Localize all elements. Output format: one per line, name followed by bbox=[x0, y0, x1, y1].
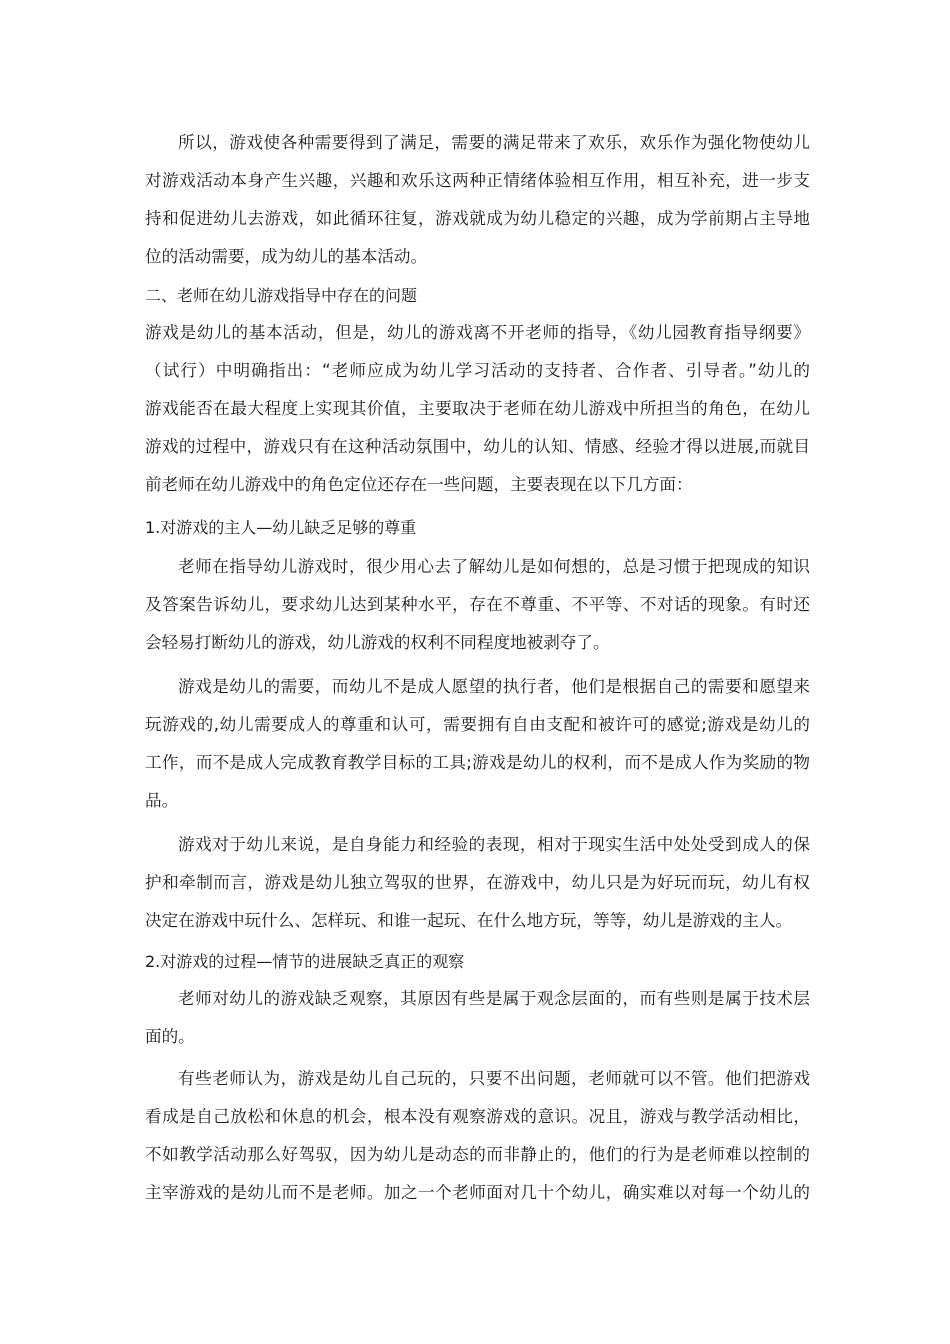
paragraph-4 bbox=[145, 668, 810, 820]
paragraph-5 bbox=[145, 826, 810, 940]
text-line: 游戏能否在最大程度上实现其价值，主要取决于老师在幼儿游戏中所担当的角色，在幼儿 bbox=[145, 399, 810, 418]
text-line: 老师对幼儿的游戏缺乏观察，其原因有些是属于观念层面的，而有些则是属于技术层 bbox=[178, 989, 810, 1008]
paragraph-7 bbox=[145, 1060, 810, 1212]
text-line: 及答案告诉幼儿，要求幼儿达到某种水平，存在不尊重、不平等、不对话的现象。有时还 bbox=[145, 595, 810, 614]
text-line: 品。 bbox=[145, 791, 179, 810]
text-line: 面的。 bbox=[145, 1027, 195, 1046]
text-line: 游戏对于幼儿来说，是自身能力和经验的表现，相对于现实生活中处处受到成人的保 bbox=[178, 835, 810, 854]
text-line: 老师在指导幼儿游戏时，很少用心去了解幼儿是如何想的，总是习惯于把现成的知识 bbox=[178, 557, 810, 576]
text-line: 决定在游戏中玩什么、怎样玩、和谁一起玩、在什么地方玩，等等，幼儿是游戏的主人。 bbox=[145, 911, 793, 930]
text-line: 对游戏活动本身产生兴趣，兴趣和欢乐这两种正情绪体验相互作用，相互补充，进一步支 bbox=[145, 171, 810, 190]
paragraph-1 bbox=[145, 124, 810, 276]
text-line: （试行）中明确指出：“老师应成为幼儿学习活动的支持者、合作者、引导者。”幼儿的 bbox=[145, 361, 810, 380]
text-line: 会轻易打断幼儿的游戏，幼儿游戏的权利不同程度地被剥夺了。 bbox=[145, 633, 610, 652]
text-line: 玩游戏的,幼儿需要成人的尊重和认可，需要拥有自由支配和被许可的感觉;游戏是幼儿的 bbox=[145, 715, 810, 734]
paragraph-3 bbox=[145, 548, 810, 662]
text-line: 持和促进幼儿去游戏，如此循环往复，游戏就成为幼儿稳定的兴趣，成为学前期占主导地 bbox=[145, 209, 810, 228]
section-heading: 二、老师在幼儿游戏指导中存在的问题 bbox=[145, 286, 418, 305]
text-line: 位的活动需要，成为幼儿的基本活动。 bbox=[145, 247, 428, 266]
text-line: 主宰游戏的是幼儿而不是老师。加之一个老师面对几十个幼儿，确实难以对每一个幼儿的 bbox=[145, 1183, 810, 1202]
text-line: 游戏是幼儿的基本活动，但是，幼儿的游戏离不开老师的指导，《幼儿园教育指导纲要》 bbox=[145, 323, 810, 342]
text-line: 不如教学活动那么好驾驭，因为幼儿是动态的而非静止的，他们的行为是老师难以控制的 bbox=[145, 1145, 810, 1164]
text-line: 前老师在幼儿游戏中的角色定位还存在一些问题，主要表现在以下几方面： bbox=[145, 475, 693, 494]
text-line: 所以，游戏使各种需要得到了满足，需要的满足带来了欢乐，欢乐作为强化物使幼儿 bbox=[178, 133, 810, 152]
text-line: 工作，而不是成人完成教育教学目标的工具;游戏是幼儿的权利，而不是成人作为奖励的物 bbox=[145, 753, 810, 772]
text-line: 有些老师认为，游戏是幼儿自己玩的，只要不出问题，老师就可以不管。他们把游戏 bbox=[178, 1069, 810, 1088]
subsection-heading: 1.对游戏的主人—幼儿缺乏足够的尊重 bbox=[145, 518, 417, 537]
text-line: 看成是自己放松和休息的机会，根本没有观察游戏的意识。况且，游戏与教学活动相比， bbox=[145, 1107, 810, 1126]
text-line: 护和牵制而言，游戏是幼儿独立驾驭的世界，在游戏中，幼儿只是为好玩而玩，幼儿有权 bbox=[145, 873, 810, 892]
text-line: 游戏的过程中，游戏只有在这种活动氛围中，幼儿的认知、情感、经验才得以进展,而就目 bbox=[145, 437, 810, 456]
paragraph-2 bbox=[145, 314, 810, 504]
text-line: 游戏是幼儿的需要，而幼儿不是成人愿望的执行者，他们是根据自己的需要和愿望来 bbox=[178, 677, 810, 696]
paragraph-6 bbox=[145, 980, 810, 1056]
subsection-heading: 2.对游戏的过程—情节的进展缺乏真正的观察 bbox=[145, 952, 465, 971]
